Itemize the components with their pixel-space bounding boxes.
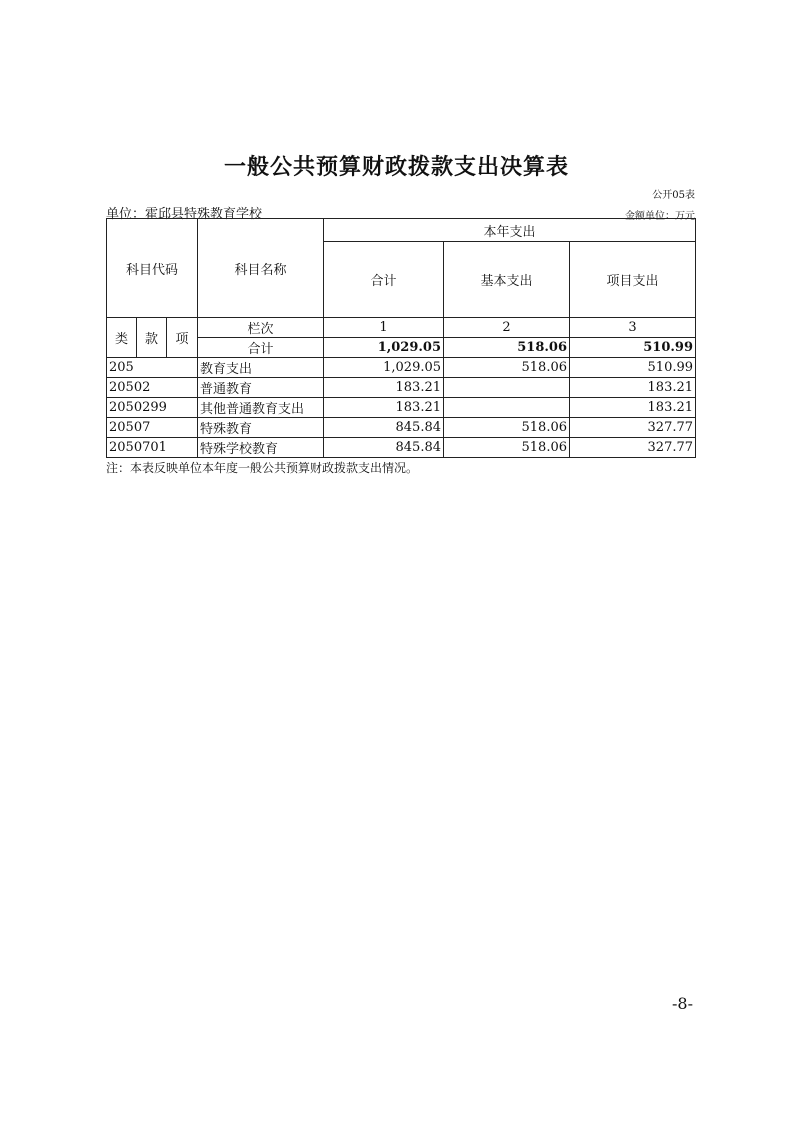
row-basic: 518.06 bbox=[444, 358, 570, 378]
header-code: 科目代码 bbox=[107, 219, 198, 318]
row-code: 20507 bbox=[107, 418, 198, 438]
row-basic: 518.06 bbox=[444, 418, 570, 438]
row-total: 1,029.05 bbox=[324, 358, 444, 378]
table-row bbox=[107, 358, 696, 378]
table-note: 注：本表反映单位本年度一般公共预算财政拨款支出情况。 bbox=[106, 461, 419, 475]
row-name: 特殊学校教育 bbox=[198, 438, 324, 458]
row-basic bbox=[444, 378, 570, 398]
table-row bbox=[107, 398, 696, 418]
row-total: 183.21 bbox=[324, 398, 444, 418]
row-name: 其他普通教育支出 bbox=[198, 398, 324, 418]
row-name: 教育支出 bbox=[198, 358, 324, 378]
page-number: -8- bbox=[672, 994, 693, 1013]
row-code: 20502 bbox=[107, 378, 198, 398]
row-project: 183.21 bbox=[570, 398, 696, 418]
header-year: 本年支出 bbox=[324, 219, 696, 242]
row-code: 2050299 bbox=[107, 398, 198, 418]
row-basic bbox=[444, 398, 570, 418]
row-total: 845.84 bbox=[324, 418, 444, 438]
table-row bbox=[107, 418, 696, 438]
row-index-label: 栏次 bbox=[198, 318, 324, 338]
row-total: 845.84 bbox=[324, 438, 444, 458]
form-number: 公开05表 bbox=[652, 190, 695, 201]
page-title: 一般公共预算财政拨款支出决算表 bbox=[223, 154, 569, 180]
header-lei: 类 bbox=[107, 318, 137, 358]
reporting-unit: 单位：霍邱县特殊教育学校 bbox=[106, 207, 263, 222]
header-name: 科目名称 bbox=[198, 219, 324, 318]
header-xiang: 项 bbox=[167, 318, 198, 358]
row-project: 327.77 bbox=[570, 438, 696, 458]
table-row bbox=[107, 378, 696, 398]
row-project: 183.21 bbox=[570, 378, 696, 398]
total-project: 510.99 bbox=[570, 338, 696, 358]
table-row bbox=[107, 438, 696, 458]
row-total: 183.21 bbox=[324, 378, 444, 398]
row-index-1: 1 bbox=[324, 318, 444, 338]
row-basic: 518.06 bbox=[444, 438, 570, 458]
total-sum: 1,029.05 bbox=[324, 338, 444, 358]
total-basic: 518.06 bbox=[444, 338, 570, 358]
row-project: 327.77 bbox=[570, 418, 696, 438]
row-name: 特殊教育 bbox=[198, 418, 324, 438]
row-index-3: 3 bbox=[570, 318, 696, 338]
row-index-2: 2 bbox=[444, 318, 570, 338]
row-code: 2050701 bbox=[107, 438, 198, 458]
header-total: 合计 bbox=[324, 242, 444, 318]
header-project: 项目支出 bbox=[570, 242, 696, 318]
header-kuan: 款 bbox=[137, 318, 167, 358]
total-label: 合计 bbox=[198, 338, 324, 358]
row-name: 普通教育 bbox=[198, 378, 324, 398]
header-basic: 基本支出 bbox=[444, 242, 570, 318]
row-project: 510.99 bbox=[570, 358, 696, 378]
expenditure-table bbox=[106, 218, 696, 458]
currency-unit: 金额单位：万元 bbox=[625, 211, 695, 222]
row-code: 205 bbox=[107, 358, 198, 378]
